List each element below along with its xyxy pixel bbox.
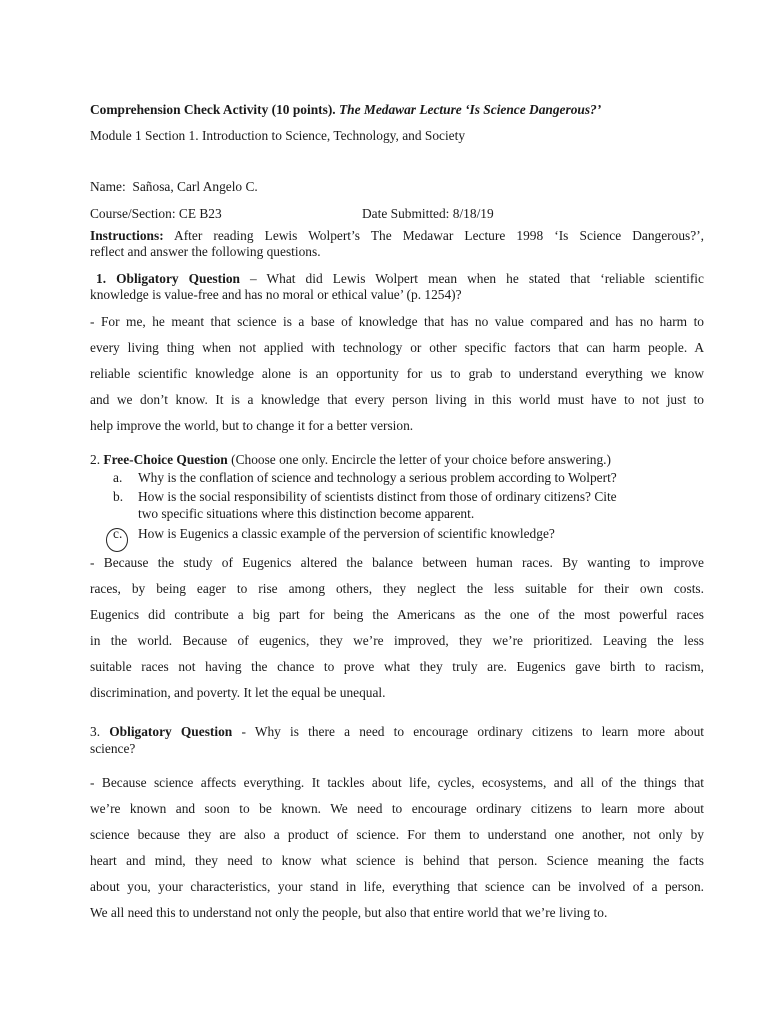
- activity-heading: [90, 102, 704, 118]
- q3-line-2: science?: [90, 741, 136, 756]
- q3-label: Obligatory Question: [109, 724, 233, 739]
- q2-instruction: (Choose one only. Encircle the letter of your choice before answering.): [231, 452, 611, 467]
- q2-heading: [90, 452, 704, 468]
- date-line: [362, 206, 662, 222]
- student-name: Sañosa, Carl Angelo C.: [132, 179, 258, 194]
- q3-answer-line: about you, your characteristics, your stand in life, everything that science can be involved of a person.: [90, 879, 704, 894]
- q1-answer-line: - For me, he meant that science is a base of knowledge that has no value compared and has no harm to: [90, 314, 704, 329]
- q2-answer-line: in the world. Because of eugenics, they we’re improved, they we’re prioritized. Leaving the less: [90, 633, 704, 648]
- option-b-letter: b.: [113, 489, 124, 504]
- q1-answer-line: help improve the world, but to change it for a better version.: [90, 418, 414, 433]
- selected-option-circle: [106, 528, 128, 552]
- q3-number: 3.: [90, 724, 101, 739]
- q3-answer-line: - Because science affects everything. It tackles about life, cycles, ecosystems, and all of the things that: [90, 775, 704, 790]
- q2-answer-line: - Because the study of Eugenics altered the balance between human races. By wanting to improve: [90, 555, 704, 570]
- lecture-title: The Medawar Lecture ‘Is Science Dangerous?’: [339, 102, 602, 117]
- q3-answer-line: we’re known and soon to be known. We need to encourage ordinary citizens to learn more about: [90, 801, 704, 816]
- q3-line-1: 3. Obligatory Question - Why is there a need to encourage ordinary citizens to learn more about: [90, 724, 705, 739]
- q3-answer-line: science because they are also a product of science. For them to understand one another, not only by: [90, 827, 704, 842]
- date-value: 8/18/19: [452, 206, 494, 221]
- q1-line-2: knowledge is value-free and has no moral or ethical value’ (p. 1254)?: [90, 287, 462, 302]
- option-c-letter: c.: [113, 526, 123, 541]
- q3-answer-line: We all need this to understand not only the people, but also that entire world that we’re living to.: [90, 905, 608, 920]
- q3-answer-line: heart and mind, they need to know what science is behind that person. Science meaning the facts: [90, 853, 704, 868]
- q1-answer-line: and we don’t know. It is a knowledge that every person living in this world must have to not just to: [90, 392, 704, 407]
- q1-answer-line: every living thing when not applied with technology or other specific factors that can harm people. A: [90, 340, 704, 355]
- q2-number: 2.: [90, 452, 101, 467]
- activity-label: Comprehension Check Activity (10 points).: [90, 102, 336, 117]
- course-label: Course/Section:: [90, 206, 176, 221]
- instructions-line-1: Instructions: After reading Lewis Wolpert’s The Medawar Lecture 1998 ‘Is Science Dangerous?’,: [90, 228, 704, 243]
- option-a-text: Why is the conflation of science and technology a serious problem according to Wolpert?: [138, 470, 617, 485]
- date-label: Date Submitted:: [362, 206, 450, 221]
- course-value: CE B23: [178, 206, 222, 221]
- q1-line-1: 1. Obligatory Question – What did Lewis Wolpert mean when he stated that ‘reliable scientific: [96, 271, 704, 286]
- name-line: [90, 179, 704, 195]
- q2-answer-line: discrimination, and poverty. It let the equal be unequal.: [90, 685, 386, 700]
- q1-label: Obligatory Question: [116, 271, 240, 286]
- option-b-text-2: two specific situations where this distinction become apparent.: [138, 506, 475, 521]
- instructions-label: Instructions:: [90, 228, 164, 243]
- q2-answer-line: suitable races not having the chance to prove what they truly are. Eugenics gave birth to racism,: [90, 659, 704, 674]
- q2-answer-line: Eugenics did contribute a big part for being the Americans as the one of the most powerful races: [90, 607, 704, 622]
- q2-answer-line: races, by being eager to rise among others, they neglect the less suitable for their own costs.: [90, 581, 704, 596]
- q2-label: Free-Choice Question: [103, 452, 228, 467]
- q1-number: 1.: [96, 271, 107, 286]
- option-c-text: How is Eugenics a classic example of the perversion of scientific knowledge?: [138, 526, 555, 541]
- instructions-line-2: reflect and answer the following questions.: [90, 244, 321, 259]
- module-line: Module 1 Section 1. Introduction to Science, Technology, and Society: [90, 128, 466, 143]
- option-a-letter: a.: [113, 470, 123, 485]
- option-b-text: How is the social responsibility of scientists distinct from those of ordinary citizens? Cite: [138, 489, 617, 504]
- name-label: Name:: [90, 179, 126, 194]
- q1-answer-line: reliable scientific knowledge alone is an opportunity for us to grab to understand everything we know: [90, 366, 704, 381]
